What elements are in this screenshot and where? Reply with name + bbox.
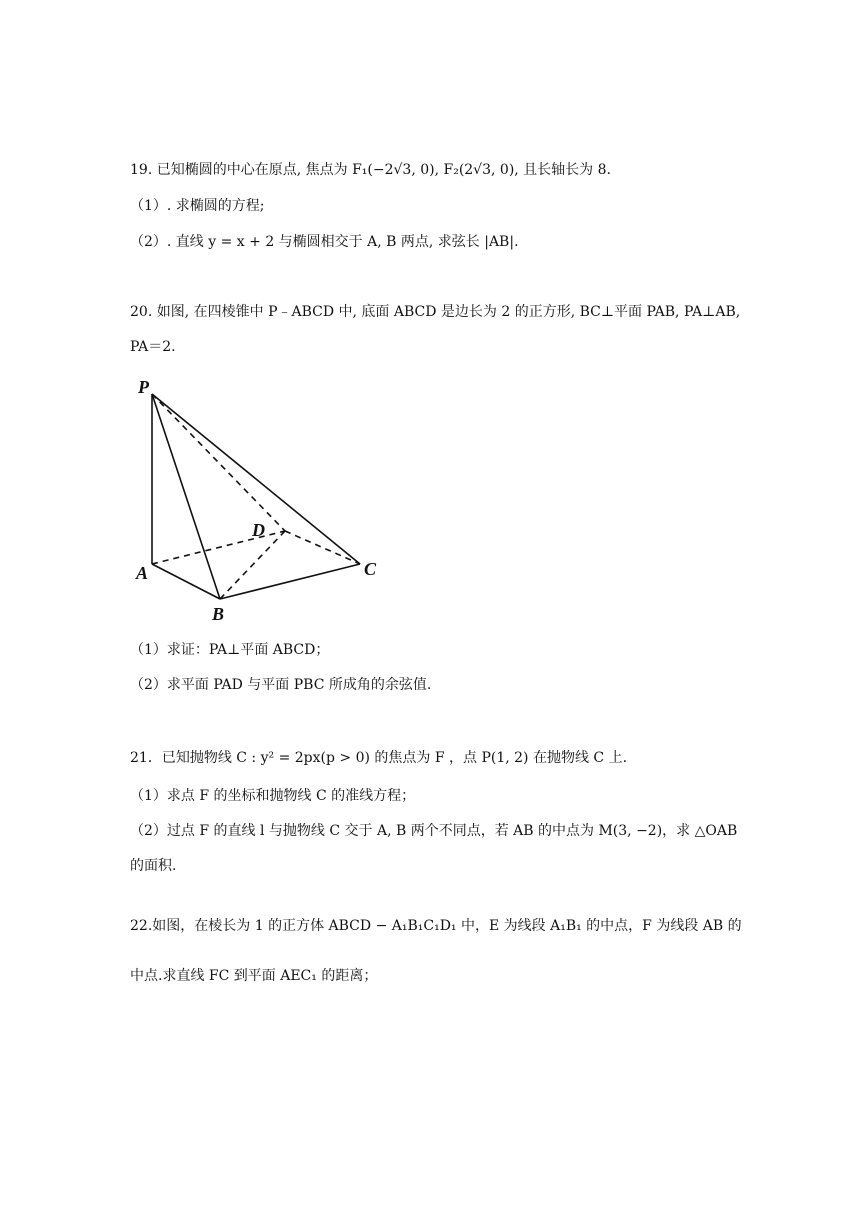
q21-part-2-line-2: 的面积. bbox=[130, 858, 177, 874]
q21-part-1: （1）求点 F 的坐标和抛物线 C 的准线方程； bbox=[130, 788, 416, 804]
edge-DC bbox=[285, 531, 360, 564]
edge-AD bbox=[152, 531, 285, 564]
vertex-label-P: P bbox=[138, 377, 149, 397]
q19-stem: 19. 已知椭圆的中心在原点, 焦点为 F₁(−2√3, 0), F₂(2√3, 0), 且长轴长为 8. bbox=[130, 162, 611, 178]
q19-part-1: （1）. 求椭圆的方程; bbox=[130, 198, 265, 214]
q22-stem-line-2: 中点.求直线 FC 到平面 AEC₁ 的距离； bbox=[130, 968, 378, 984]
vertex-label-B: B bbox=[212, 604, 225, 624]
edge-PD bbox=[152, 394, 285, 531]
q20-part-2: （2）求平面 PAD 与平面 PBC 所成角的余弦值. bbox=[130, 677, 432, 693]
edge-PB bbox=[152, 394, 220, 599]
edge-DB bbox=[220, 531, 285, 599]
q20-stem-line-1: 20. 如图, 在四棱锥中 P﹣ABCD 中, 底面 ABCD 是边长为 2 的正方形, BC⊥平面 PAB, PA⊥AB, bbox=[130, 304, 741, 320]
q19-part-2: （2）. 直线 y = x + 2 与椭圆相交于 A, B 两点, 求弦长 |AB|. bbox=[130, 234, 519, 250]
q21-part-2-line-1: （2）过点 F 的直线 l 与抛物线 C 交于 A, B 两个不同点，若 AB 的中点为 M(3, −2)，求 △OAB bbox=[130, 823, 738, 839]
q20-stem-line-2: PA＝2. bbox=[130, 339, 176, 355]
vertex-label-C: C bbox=[364, 559, 377, 579]
q21-stem: 21．已知抛物线 C : y² = 2px(p > 0) 的焦点为 F ，点 P(1, 2) 在抛物线 C 上. bbox=[130, 750, 628, 766]
vertex-label-D: D bbox=[252, 520, 265, 540]
q22-stem-line-1: 22.如图，在棱长为 1 的正方体 ABCD − A₁B₁C₁D₁ 中，E 为线段 A₁B₁ 的中点，F 为线段 AB 的 bbox=[130, 918, 742, 934]
q20-part-1: （1）求证：PA⊥平面 ABCD； bbox=[130, 642, 330, 658]
pyramid-figure bbox=[130, 374, 410, 624]
edge-BC bbox=[220, 564, 360, 599]
vertex-label-A: A bbox=[136, 563, 149, 583]
